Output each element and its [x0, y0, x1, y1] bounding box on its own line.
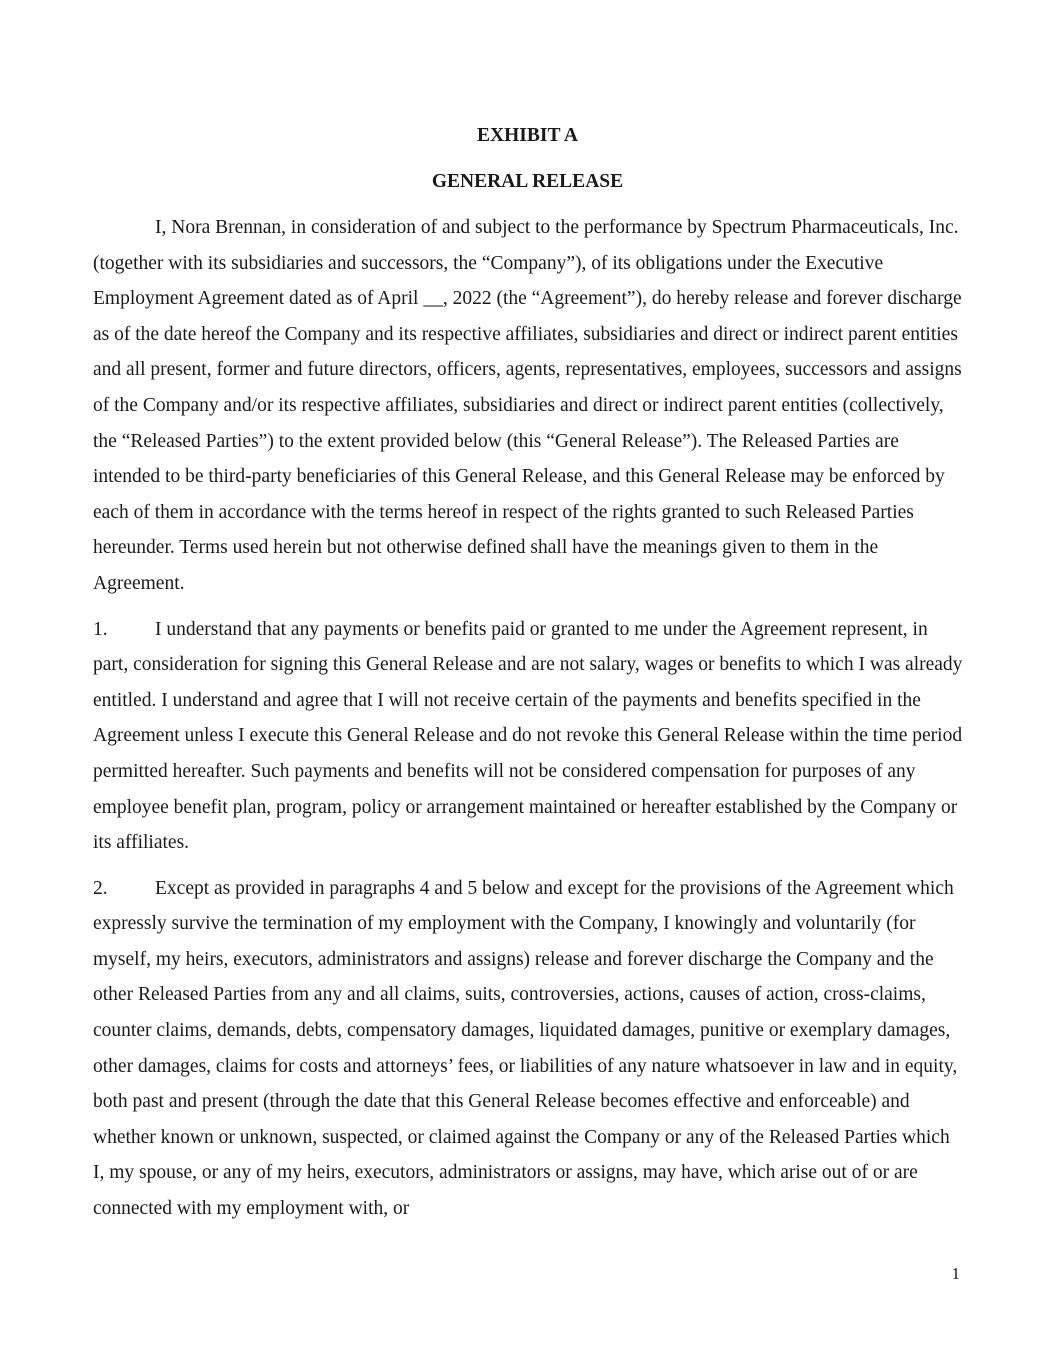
exhibit-title: EXHIBIT A: [477, 125, 578, 146]
paragraph-text: Except as provided in paragraphs 4 and 5 below and except for the provisions of the Agreement which expressly survive the termination of my employment with the Company, I knowingly and voluntarily (for myself, my heirs, executors, administrators and assigns) release and forever discharge the Company and the other Released Parties from any and all claims, suits, controversies, actions, causes of action, cross-claims, counter claims, demands, debts, compensatory damages, liquidated damages, punitive or exemplary damages, other damages, claims for costs and attorneys’ fees, or liabilities of any nature whatsoever in law and in equity, both past and present (through the date that this General Release becomes effective and enforceable) and whether known or unknown, suspected, or claimed against the Company or any of the Released Parties which I, my spouse, or any of my heirs, executors, administrators or assigns, may have, which arise out of or are connected with my employment with, or: [93, 877, 958, 1220]
paragraph-text: I understand that any payments or benefits paid or granted to me under the Agreement represent, in part, consideration for signing this General Release and are not salary, wages or benefits to which I was already entitled. I understand and agree that I will not receive certain of the payments and benefits specified in the Agreement unless I execute this General Release and do not revoke this General Release within the time period permitted hereafter. Such payments and benefits will not be considered compensation for purposes of any employee benefit plan, program, policy or arrangement maintained or hereafter established by the Company or its affiliates.: [93, 618, 963, 854]
page-number: 1: [951, 1264, 960, 1283]
paragraph-number: 2.: [93, 877, 108, 899]
numbered-paragraph-1: [93, 612, 963, 861]
intro-paragraph: I, Nora Brennan, in consideration of and subject to the performance by Spectrum Pharmaceuticals, Inc. (together with its subsidiaries and successors, the “Company”), of its obligations under the Executive Employment Agreement dated as of April __, 2022 (the “Agreement”), do hereby release and forever discharge as of the date hereof the Company and its respective affiliates, subsidiaries and direct or indirect parent entities and all present, former and future directors, officers, agents, representatives, employees, successors and assigns of the Company and/or its respective affiliates, subsidiaries and direct or indirect parent entities (collectively, the “Released Parties”) to the extent provided below (this “General Release”). The Released Parties are intended to be third-party beneficiaries of this General Release, and this General Release may be enforced by each of them in accordance with the terms hereof in respect of the rights granted to such Released Parties hereunder. Terms used herein but not otherwise defined shall have the meanings given to them in the Agreement.: [93, 217, 962, 594]
paragraph-number: 1.: [93, 618, 108, 640]
document-body: [93, 210, 963, 1227]
release-title: GENERAL RELEASE: [431, 171, 624, 192]
numbered-paragraph-2: [93, 871, 963, 1227]
